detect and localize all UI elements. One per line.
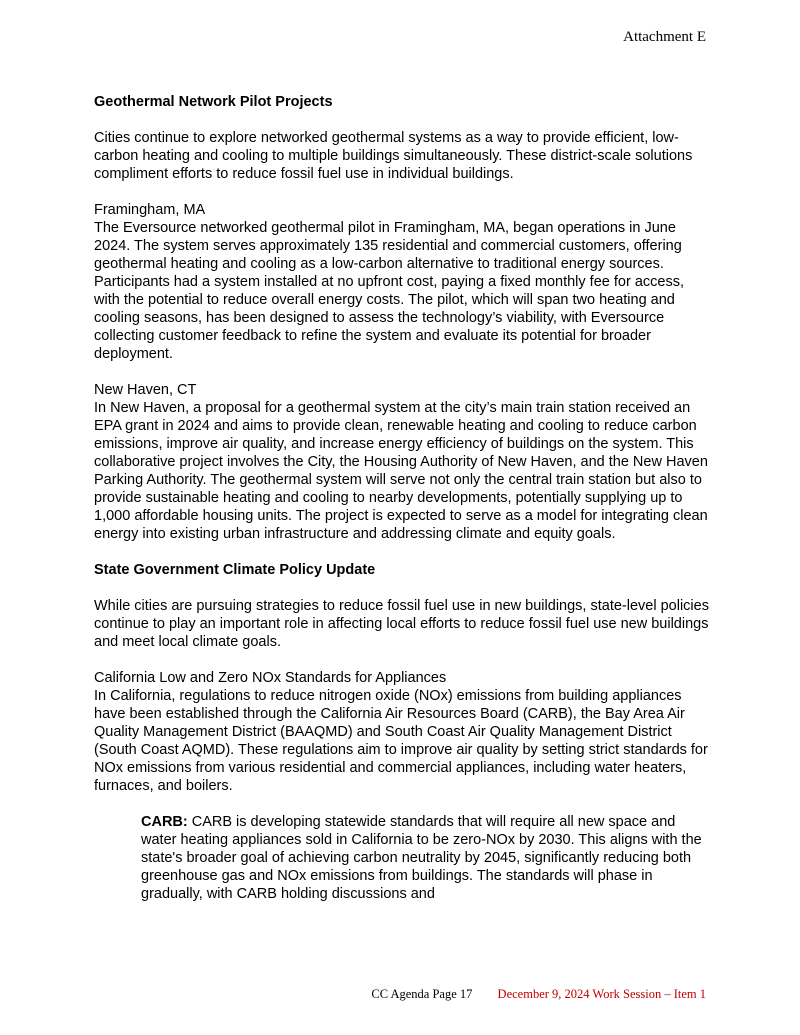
work-session-label: December 9, 2024 Work Session – Item 1 [497,987,706,1001]
state-policy-intro: While cities are pursuing strategies to reduce fossil fuel use in new buildings, state-level policies continue to play an important role in affecting local efforts to reduce fossil fuel use new buildings and meet local climate goals. [94,598,709,650]
page-footer [371,987,706,1002]
new-haven-body: In New Haven, a proposal for a geothermal system at the city’s main train station received an EPA grant in 2024 and aims to provide clean, renewable heating and cooling to reduce carbon emissions, improve air quality, and increase energy efficiency of buildings on the system. This collaborative project involves the City, the Housing Authority of New Haven, and the New Haven Parking Authority. The geothermal system will serve not only the central train station but also to provide sustainable heating and cooling to nearby developments, potentially supplying up to 1,000 affordable housing units. The project is expected to serve as a model for integrating clean energy into existing urban infrastructure and addressing climate and equity goals. [94,400,708,542]
geothermal-heading: Geothermal Network Pilot Projects [94,94,333,110]
agenda-page-number: CC Agenda Page 17 [371,987,473,1001]
california-title: California Low and Zero NOx Standards for Appliances [94,670,447,686]
geothermal-intro: Cities continue to explore networked geothermal systems as a way to provide efficient, low-carbon heating and cooling to multiple buildings simultaneously. These district-scale solutions compliment efforts to reduce fossil fuel use in individual buildings. [94,130,693,182]
document-body [94,93,710,903]
state-policy-heading: State Government Climate Policy Update [94,562,376,578]
carb-paragraph [94,813,710,903]
framingham-title: Framingham, MA [94,202,206,218]
new-haven-title: New Haven, CT [94,382,197,398]
carb-label: CARB: [141,814,188,830]
carb-body: CARB is developing statewide standards that will require all new space and water heating appliances sold in California to be zero-NOx by 2030. This aligns with the state's broader goal of achieving carbon neutrality by 2045, significantly reducing both greenhouse gas and NOx emissions from buildings. The standards will phase in gradually, with CARB holding discussions and [141,814,702,902]
framingham-body: The Eversource networked geothermal pilot in Framingham, MA, began operations in June 2024. The system serves approximately 135 residential and commercial customers, offering geothermal heating and cooling as a low-carbon alternative to traditional energy sources. Participants had a system installed at no upfront cost, paying a fixed monthly fee for access, with the potential to reduce overall energy costs. The pilot, which will span two heating and cooling seasons, has been designed to assess the technology’s viability, with Eversource collecting customer feedback to refine the system and evaluate its potential for broader deployment. [94,220,684,362]
attachment-label: Attachment E [623,29,706,45]
california-body: In California, regulations to reduce nitrogen oxide (NOx) emissions from building appliances have been established through the California Air Resources Board (CARB), the Bay Area Air Quality Management District (BAAQMD) and South Coast Air Quality Management District (South Coast AQMD). These regulations aim to improve air quality by setting strict standards for NOx emissions from various residential and commercial appliances, including water heaters, furnaces, and boilers. [94,688,708,794]
